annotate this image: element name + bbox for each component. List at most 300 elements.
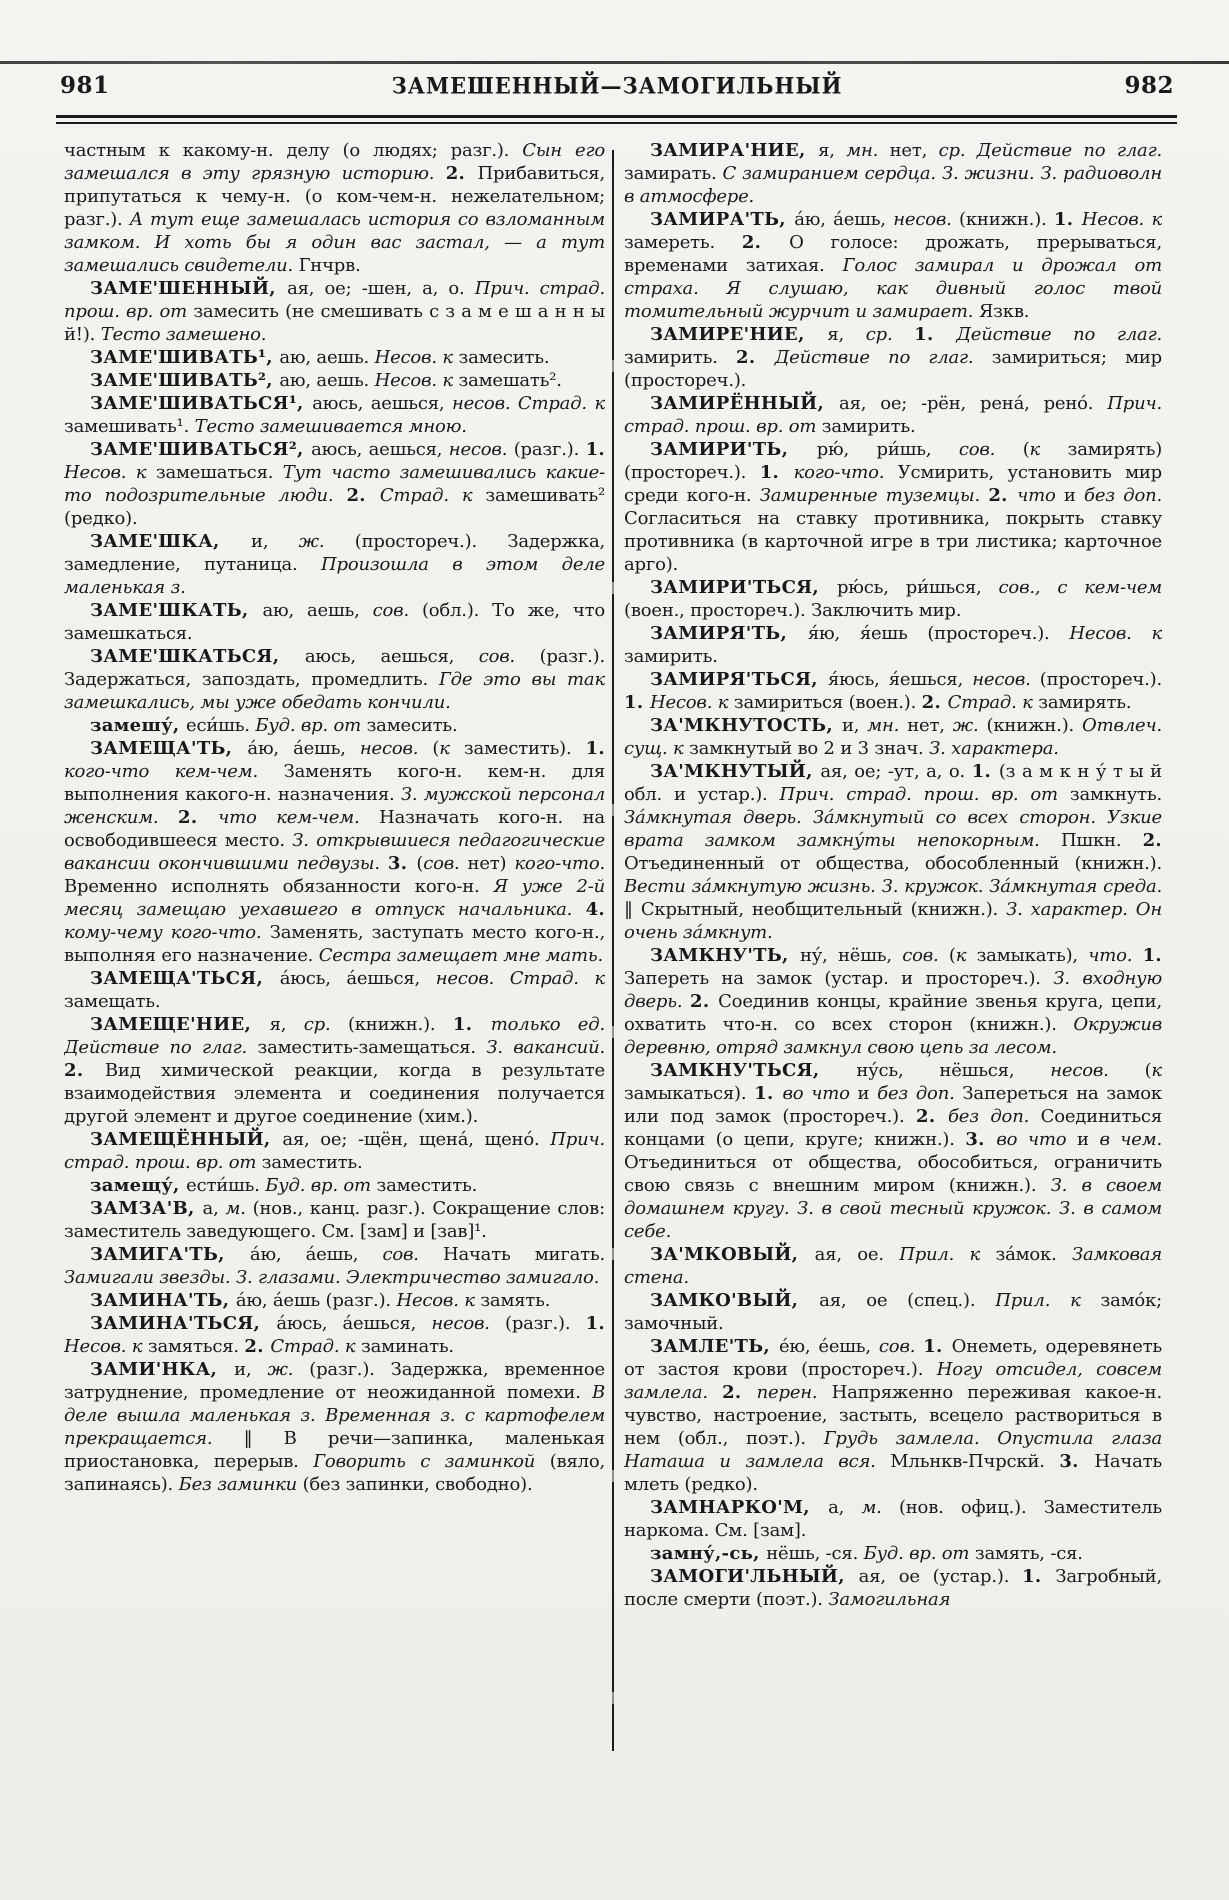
text-run: ести́шь. — [186, 1175, 266, 1196]
text-run: а́ю, а́ешь, — [249, 1244, 383, 1265]
text-run: ( — [416, 853, 424, 874]
text-run: сов. — [478, 646, 540, 667]
text-run: заминать. — [361, 1336, 454, 1357]
page-number-left: 981 — [60, 72, 110, 99]
text-run: 2. — [722, 1382, 757, 1403]
text-run: ЗА'МКНУТЫЙ, — [650, 761, 821, 782]
text-run: Вид химической реакции, когда в результате взаимодействия элемента и соединения получается другой элемент и другое соединение (хим.). — [64, 1060, 605, 1127]
text-run: Прич. страд. прош. вр. от — [64, 278, 605, 322]
text-run: Онеметь, одеревянеть от застоя крови (простореч.). — [624, 1336, 1162, 1380]
text-run: за́мок. — [995, 1244, 1072, 1265]
text-run: А тут еще замешалась история со взломанным замком. И хоть бы я один вас застал, — а тут замешались свидетели. — [64, 209, 605, 276]
text-run: и — [857, 1083, 878, 1104]
text-run: ЗАМКО'ВЫЙ, — [650, 1290, 820, 1311]
text-run: С замиранием сердца. З. жизни. З. радиоволн в атмосфере. — [624, 163, 1162, 207]
text-run: я́юсь, я́ешься, — [828, 669, 973, 690]
text-run: замирить. — [821, 416, 916, 437]
text-run: (книжн.). — [986, 715, 1083, 736]
text-run: Говорить с заминкой — [313, 1451, 550, 1472]
text-run: сов. — [902, 945, 949, 966]
text-run: нёшь, -ся. — [766, 1543, 864, 1564]
text-run: я, — [827, 324, 866, 345]
text-run: Прил. к — [995, 1290, 1101, 1311]
dictionary-entry-paragraph — [624, 1243, 1162, 1289]
text-run: Замковая стена. — [624, 1244, 1162, 1288]
text-run: замирить. — [624, 646, 718, 667]
text-run: Где это вы так замешкались, мы уже обедать кончили. — [64, 669, 605, 713]
text-run: замкнуть. — [1069, 784, 1162, 805]
text-run: замну́,-сь, — [650, 1543, 767, 1564]
dictionary-entry-paragraph — [624, 760, 1162, 944]
text-run: м. — [861, 1497, 899, 1518]
text-run: ‖ Скрытный, необщительный (книжн.). — [624, 899, 1007, 920]
text-run: Прич. страд. прош. вр. от — [624, 393, 1162, 437]
text-run: несов. — [972, 669, 1040, 690]
text-run: 3. — [1059, 1451, 1095, 1472]
text-run: перен. — [756, 1382, 832, 1403]
dictionary-entry-paragraph — [624, 323, 1162, 392]
text-run: рю́сь, ри́шься, — [836, 577, 999, 598]
text-run: Соединив концы, крайние звенья круга, цепи, охватить что-н. со всех сторон (книжн.). — [624, 991, 1162, 1035]
text-run: Тесто замешивается мною. — [194, 416, 467, 437]
text-run: ЗАМЕ'ШКА, — [90, 531, 252, 552]
text-run: Буд. вр. от — [863, 1543, 975, 1564]
text-run: 3. — [965, 1129, 997, 1150]
text-run: ЗАМКНУ'ТЬСЯ, — [650, 1060, 857, 1081]
text-run: ЗАМЕ'ШИВАТЬСЯ¹, — [90, 393, 313, 414]
text-run: Отъединиться от общества, обособиться, ограничить свою связь с внешним миром (книжн.). — [624, 1152, 1162, 1196]
text-run: ая, ое; -ут, а, о. — [820, 761, 972, 782]
text-run: Пшкн. — [1060, 830, 1143, 851]
text-run: замещать. — [64, 991, 161, 1012]
text-run: ЗАМКНУ'ТЬ, — [650, 945, 800, 966]
text-run: к — [955, 945, 977, 966]
text-run: 2. — [1142, 830, 1162, 851]
text-run: ( — [432, 738, 440, 759]
dictionary-entry-paragraph — [64, 1312, 605, 1358]
text-run: замесить. — [366, 715, 458, 736]
text-run: З. в своем домашнем кругу. З. в свой тесный кружок. З. в самом себе. — [624, 1175, 1162, 1242]
text-run: ЗАМИРИ'ТЬ, — [650, 439, 817, 460]
text-run: 2. — [346, 485, 380, 506]
text-run: что — [1017, 485, 1064, 506]
dictionary-entry-paragraph — [64, 645, 605, 714]
text-run: З. входную дверь. — [624, 968, 1162, 1012]
text-run: Несов. к — [649, 692, 734, 713]
text-run: Загробный, после смерти (поэт.). — [624, 1566, 1162, 1610]
text-run: ЗАМЕ'ШИВАТЬ², — [90, 370, 280, 391]
text-run: замесить. — [458, 347, 550, 368]
text-run: ая, ое; -рён, рена́, рено́. — [839, 393, 1108, 414]
text-run: ЗАМЕ'ШИВАТЬ¹, — [90, 347, 280, 368]
text-run: несов. Страд. к — [451, 393, 605, 414]
text-run: Соединиться концами (о цепи, круге; книжн.). — [624, 1106, 1162, 1150]
text-run: заместить). — [463, 738, 586, 759]
text-run: аю, аешь. — [279, 370, 375, 391]
text-run: ЗАМОГИ'ЛЬНЫЙ, — [650, 1566, 859, 1587]
text-run: и — [1077, 1129, 1100, 1150]
dictionary-entry-paragraph — [624, 438, 1162, 576]
text-run: и, — [251, 531, 299, 552]
text-run: З. мужской персонал женским. — [64, 784, 605, 828]
text-run: е́ю, е́ешь, — [778, 1336, 879, 1357]
text-run: аюсь, аешься, — [311, 439, 449, 460]
text-run: (нов., канц. разг.). Сокращение слов: заместитель заведующего. См. [зам] и [зав]¹. — [64, 1198, 605, 1242]
text-run: кого-что. — [793, 462, 898, 483]
dictionary-entry-paragraph — [624, 576, 1162, 622]
text-run: замешу́, — [90, 715, 187, 736]
text-run: несов. — [431, 1313, 505, 1334]
text-run: Мльнкв-Пчрскй. — [890, 1451, 1060, 1472]
text-run: ЗАМЕ'ШКАТЬ, — [90, 600, 263, 621]
text-run: 1. — [923, 1336, 952, 1357]
text-run: ( — [948, 945, 956, 966]
dictionary-entry-paragraph — [64, 737, 605, 967]
text-run: Запереться на замок или под замок (простореч.). — [624, 1083, 1162, 1127]
text-run: ну́, нёшь, — [799, 945, 903, 966]
text-run: Начать мигать. — [442, 1244, 605, 1265]
text-run: ЗА'МКНУТОСТЬ, — [650, 715, 842, 736]
text-run: ЗАМИНА'ТЬСЯ, — [90, 1313, 277, 1334]
dictionary-entry-paragraph — [64, 1174, 605, 1197]
text-run: ЗАМЕЩА'ТЬСЯ, — [90, 968, 280, 989]
text-run: З. открывшиеся педагогические вакансии окончившими педвузы. — [64, 830, 605, 874]
text-run: аюсь, аешься, — [304, 646, 479, 667]
text-run: к — [439, 738, 464, 759]
dictionary-entry-paragraph — [64, 714, 605, 737]
left-column — [64, 139, 605, 1799]
text-run: замешать². — [458, 370, 562, 391]
text-run: ЗАМИРЁННЫЙ, — [650, 393, 840, 414]
text-run: Несов. к — [374, 370, 459, 391]
text-run: 2. — [178, 807, 219, 828]
text-run: еси́шь. — [186, 715, 256, 736]
text-run: замириться (воен.). — [733, 692, 922, 713]
text-run: ая, ое; -шен, а, о. — [287, 278, 475, 299]
text-run: и, — [841, 715, 868, 736]
text-run: 2. — [988, 485, 1018, 506]
text-run: замирать. — [624, 163, 723, 184]
dictionary-entry-paragraph — [64, 1013, 605, 1128]
text-run: ая, ое; -щён, щена́, щено́. — [282, 1129, 551, 1150]
text-run: (книжн.). — [959, 209, 1054, 230]
text-run: З. характер. Он очень за́мкнут. — [624, 899, 1162, 943]
text-run: замять, -ся. — [974, 1543, 1083, 1564]
text-run: ЗА'МКОВЫЙ, — [650, 1244, 815, 1265]
text-run: ЗАМЕ'ШКАТЬСЯ, — [90, 646, 305, 667]
text-run: Язкв. — [978, 301, 1030, 322]
dictionary-entry-paragraph — [624, 392, 1162, 438]
text-run: (без запинки, свободно). — [302, 1474, 533, 1495]
text-run: замяться. — [147, 1336, 245, 1357]
text-run: м. — [225, 1198, 253, 1219]
text-run: (разг.). Задержка, временное затруднение, промедление от неожиданной помехи. — [64, 1359, 605, 1403]
text-run: ЗАМИРА'НИЕ, — [650, 140, 819, 161]
text-run: сов. — [878, 1336, 924, 1357]
text-run: Произошла в этом деле маленькая з. — [64, 554, 605, 598]
dictionary-entry-paragraph — [64, 438, 605, 530]
text-run: Замогильная — [828, 1589, 951, 1610]
dictionary-entry-paragraph — [64, 1289, 605, 1312]
text-run: в чем. — [1099, 1129, 1162, 1150]
text-run: Заменять, заступать место кого-н., выполняя его назначение. — [64, 922, 605, 966]
text-run: ж. — [298, 531, 355, 552]
text-run: Запереть на замок (устар. и простореч.). — [624, 968, 1054, 989]
text-run: замириться; мир (простореч.). — [624, 347, 1162, 391]
text-run: Окружив деревню, отряд замкнул свою цепь за лесом. — [624, 1014, 1162, 1058]
text-run: я, — [269, 1014, 304, 1035]
text-run: во что — [996, 1129, 1078, 1150]
text-run: З. вакансий. — [486, 1037, 605, 1058]
text-run: а́юсь, а́ешься, — [276, 1313, 432, 1334]
text-run: Тесто замешено. — [100, 324, 267, 345]
text-run: несов. — [448, 439, 514, 460]
text-run: Отвлеч. сущ. к — [624, 715, 1162, 759]
text-run: замыкать), — [976, 945, 1089, 966]
text-run: нет) — [467, 853, 515, 874]
text-run: и, — [234, 1359, 268, 1380]
text-run: Гнчрв. — [298, 255, 361, 276]
text-run: замять. — [480, 1290, 551, 1311]
text-run: 2. — [741, 232, 790, 253]
text-run: несов. — [1050, 1060, 1145, 1081]
text-run: 3. — [387, 853, 417, 874]
text-run: (разг.). — [505, 1313, 586, 1334]
text-run: Буд. вр. от — [265, 1175, 377, 1196]
text-run: замесить (не смешивать с з а м е ш а н н ы й!). — [64, 301, 605, 345]
text-run: частным к какому-н. делу (о людях; разг.). — [64, 140, 523, 161]
text-run: 1. — [452, 1014, 491, 1035]
text-run: Сын его замешался в эту грязную историю. — [64, 140, 605, 184]
text-run: За́мкнутая дверь. За́мкнутый со всех сторон. Узкие врата замком замкну́ты непокорным. — [624, 807, 1162, 851]
text-run: 1. — [585, 1313, 605, 1334]
text-run: мн. — [846, 140, 890, 161]
text-run: ЗАМЕ'ШИВАТЬСЯ², — [90, 439, 312, 460]
text-run: ( — [1144, 1060, 1152, 1081]
text-run: (книжн.). — [347, 1014, 453, 1035]
text-run: 1. — [585, 738, 605, 759]
text-run: замирить. — [624, 347, 736, 368]
text-run: 2. — [244, 1336, 271, 1357]
dictionary-entry-paragraph — [64, 1197, 605, 1243]
text-run: Страд. к — [947, 692, 1039, 713]
text-run: ‖ В речи—запинка, маленькая приостановка, перерыв. — [64, 1428, 605, 1472]
text-run: и — [1063, 485, 1085, 506]
dictionary-entry-paragraph — [624, 1335, 1162, 1496]
text-run: ЗАМИГА'ТЬ, — [90, 1244, 250, 1265]
text-run: (разг.). — [513, 439, 586, 460]
text-run: а́ю, а́ешь (разг.). — [235, 1290, 397, 1311]
text-run: ЗАМЕЩА'ТЬ, — [90, 738, 248, 759]
text-run: замещу́, — [90, 1175, 187, 1196]
dictionary-entry-paragraph — [64, 599, 605, 645]
text-run: замереть. — [624, 232, 742, 253]
text-run: Действие по глаг. — [956, 324, 1162, 345]
text-run: ЗАМЗА'В, — [90, 1198, 203, 1219]
text-run: замирять. — [1038, 692, 1132, 713]
text-run: Усмирить, установить мир среди кого-н. — [624, 462, 1162, 506]
scan-artifact-top-line — [0, 61, 1229, 64]
text-run: (з а м к н у́ т ы й обл. и устар.). — [624, 761, 1162, 805]
text-run: кого-что кем-чем. — [64, 761, 284, 782]
text-run: Замигали звезды. З. глазами. Электричество замигало. — [64, 1267, 600, 1288]
dictionary-entry-paragraph — [64, 277, 605, 346]
text-run: ая, ое (устар.). — [858, 1566, 1023, 1587]
page-number-right: 982 — [1124, 72, 1174, 99]
text-run: 1. — [585, 439, 605, 460]
text-run: Согласиться на ставку противника, покрыть ставку противника (в карточной игре в три листика; карточное арго). — [624, 508, 1162, 575]
text-run: ЗАМИРА'ТЬ, — [650, 209, 795, 230]
text-run: ж. — [267, 1359, 310, 1380]
text-run: 2. — [921, 692, 948, 713]
text-run: ЗАМИРЕ'НИЕ, — [650, 324, 828, 345]
text-run: ср. — [865, 324, 915, 345]
dictionary-entry-paragraph — [64, 369, 605, 392]
text-run: 1. — [759, 462, 794, 483]
dictionary-entry-paragraph — [64, 392, 605, 438]
dictionary-entry-paragraph — [624, 1542, 1162, 1565]
dictionary-entry-paragraph — [64, 1128, 605, 1174]
text-run: (простореч.). Задержка, замедление, путаница. — [64, 531, 605, 575]
text-run: замо́к; замочный. — [624, 1290, 1162, 1334]
text-run: Прибавиться, припутаться к чему-н. (о ком-чем-н. нежелательном; разг.). — [64, 163, 605, 230]
dictionary-entry-paragraph — [64, 346, 605, 369]
text-run: ЗАМИ'НКА, — [90, 1359, 235, 1380]
text-run: ая, ое (спец.). — [819, 1290, 996, 1311]
text-run: заместить-замещаться. — [257, 1037, 487, 1058]
text-run: а, — [202, 1198, 226, 1219]
text-run: а, — [828, 1497, 862, 1518]
text-run: З. характера. — [929, 738, 1059, 759]
text-run: ЗАМЛЕ'ТЬ, — [650, 1336, 779, 1357]
text-run: ая, ое. — [814, 1244, 900, 1265]
text-run: (вяло, запинаясь). — [64, 1451, 605, 1495]
text-run: О голосе: дрожать, прерываться, временами затихая. — [624, 232, 1162, 276]
text-run: 1. — [971, 761, 999, 782]
dictionary-entry-paragraph — [64, 139, 605, 277]
text-run: ЗАМИРИ'ТЬСЯ, — [650, 577, 837, 598]
text-run: (разг.). Задержаться, запоздать, промедлить. — [64, 646, 605, 690]
text-run: Назначать кого-н. на освободившееся место. — [64, 807, 605, 851]
text-run: 4. — [585, 899, 605, 920]
text-run: Прил. к — [899, 1244, 996, 1265]
text-run: замыкаться). — [624, 1083, 755, 1104]
text-run: несов. — [893, 209, 960, 230]
text-run: Буд. вр. от — [255, 715, 367, 736]
text-run: 1. — [1142, 945, 1162, 966]
text-run: кому-чему кого-что. — [64, 922, 270, 943]
text-run: (воен., простореч.). Заключить мир. — [624, 600, 962, 621]
text-run: сов. — [423, 853, 468, 874]
text-run: Прич. страд. прош. вр. от — [779, 784, 1070, 805]
text-run: ( — [1022, 439, 1030, 460]
text-run: замешивать² (редко). — [64, 485, 605, 529]
text-run: замирять) (простореч.). — [624, 439, 1162, 483]
dictionary-entry-paragraph — [624, 714, 1162, 760]
text-run: Отъединенный от общества, обособленный (книжн.). — [624, 853, 1162, 874]
text-run: а́ю, а́ешь, — [794, 209, 894, 230]
text-run: Ногу отсидел, совсем замлела. — [624, 1359, 1162, 1403]
text-run: я́ю, я́ешь (простореч.). — [807, 623, 1070, 644]
text-run: 1. — [1022, 1566, 1056, 1587]
text-run: во что — [782, 1083, 858, 1104]
text-run: Временно исполнять обязанности кого-н. — [64, 876, 494, 897]
text-run: 2. — [916, 1106, 948, 1127]
text-run: 2. — [690, 991, 719, 1012]
text-run: замешивать¹. — [64, 416, 195, 437]
running-title: ЗАМЕШЕННЫЙ—ЗАМОГИЛЬНЫЙ — [391, 72, 843, 99]
text-run: Страд. к — [379, 485, 486, 506]
text-run: а́ю, а́ешь, — [247, 738, 360, 759]
text-run: без доп. — [1084, 485, 1162, 506]
text-run: аюсь, аешься, — [312, 393, 452, 414]
text-run: ЗАМИРЯ'ТЬ, — [650, 623, 808, 644]
text-run: ЗАМЕЩЁННЫЙ, — [90, 1129, 283, 1150]
dictionary-entry-paragraph — [624, 668, 1162, 714]
text-run: к — [1029, 439, 1068, 460]
text-run: (простореч.). — [1039, 669, 1162, 690]
text-run: Вести за́мкнутую жизнь. З. кружок. За́мкнутая среда. — [624, 876, 1162, 897]
text-run: ЗАМИРЯ'ТЬСЯ, — [650, 669, 828, 690]
text-run: Несов. к — [374, 347, 459, 368]
text-run: (нов. офиц.). Заместитель наркома. См. [зам]. — [624, 1497, 1162, 1541]
text-run: нет, — [907, 715, 953, 736]
text-run: что. — [1088, 945, 1143, 966]
text-run: замешаться. — [155, 462, 283, 483]
text-run: только ед. Действие по глаг. — [64, 1014, 605, 1058]
text-run: 1. — [1053, 209, 1082, 230]
text-run: сов., с кем-чем — [998, 577, 1162, 598]
dictionary-entry-paragraph — [64, 1358, 605, 1496]
text-run: ж. — [952, 715, 987, 736]
text-run: к — [1151, 1060, 1162, 1081]
text-run: замкнутый во 2 и 3 знач. — [689, 738, 930, 759]
text-run: несов. Страд. к — [435, 968, 605, 989]
text-run: аю, аешь, — [262, 600, 373, 621]
dictionary-entry-paragraph — [624, 1496, 1162, 1542]
text-run: Без заминки — [178, 1474, 303, 1495]
text-run: сов. — [372, 600, 422, 621]
text-run: ЗАМНАРКО'М, — [650, 1497, 829, 1518]
text-run: я, — [818, 140, 847, 161]
text-run: нет, — [889, 140, 939, 161]
page-header — [60, 72, 1174, 99]
text-run: Действие по глаг. — [774, 347, 992, 368]
text-run: ЗАМЕЩЕ'НИЕ, — [90, 1014, 270, 1035]
column-divider-rule — [612, 150, 614, 1751]
text-run: 1. — [754, 1083, 783, 1104]
text-run: а́юсь, а́ешься, — [279, 968, 436, 989]
dictionary-entry-paragraph — [64, 1243, 605, 1289]
text-run: Грудь замлела. Опустила глаза Наташа и замлела вся. — [624, 1428, 1162, 1472]
text-run: 1. — [914, 324, 957, 345]
text-run: Несов. к — [396, 1290, 481, 1311]
text-run: Я уже 2-й месяц замещаю уехавшего в отпуск начальника. — [64, 876, 605, 920]
text-run: сов. — [382, 1244, 443, 1265]
text-run: Напряженно переживая какое-н. чувство, настроение, застыть, всецело раствориться в нем (обл., поэт.). — [624, 1382, 1162, 1449]
text-run: заместить. — [261, 1152, 363, 1173]
text-run: аю, аешь. — [279, 347, 375, 368]
text-run: ср. — [303, 1014, 348, 1035]
text-run: Страд. к — [270, 1336, 361, 1357]
text-run: что кем-чем. — [218, 807, 380, 828]
text-run: Замиренные туземцы. — [759, 485, 989, 506]
text-run: ЗАМИНА'ТЬ, — [90, 1290, 236, 1311]
right-column — [624, 139, 1162, 1799]
text-run: Несов. к — [64, 462, 156, 483]
text-run: (обл.). То же, что замешкаться. — [64, 600, 605, 644]
text-run: сов. — [958, 439, 1023, 460]
